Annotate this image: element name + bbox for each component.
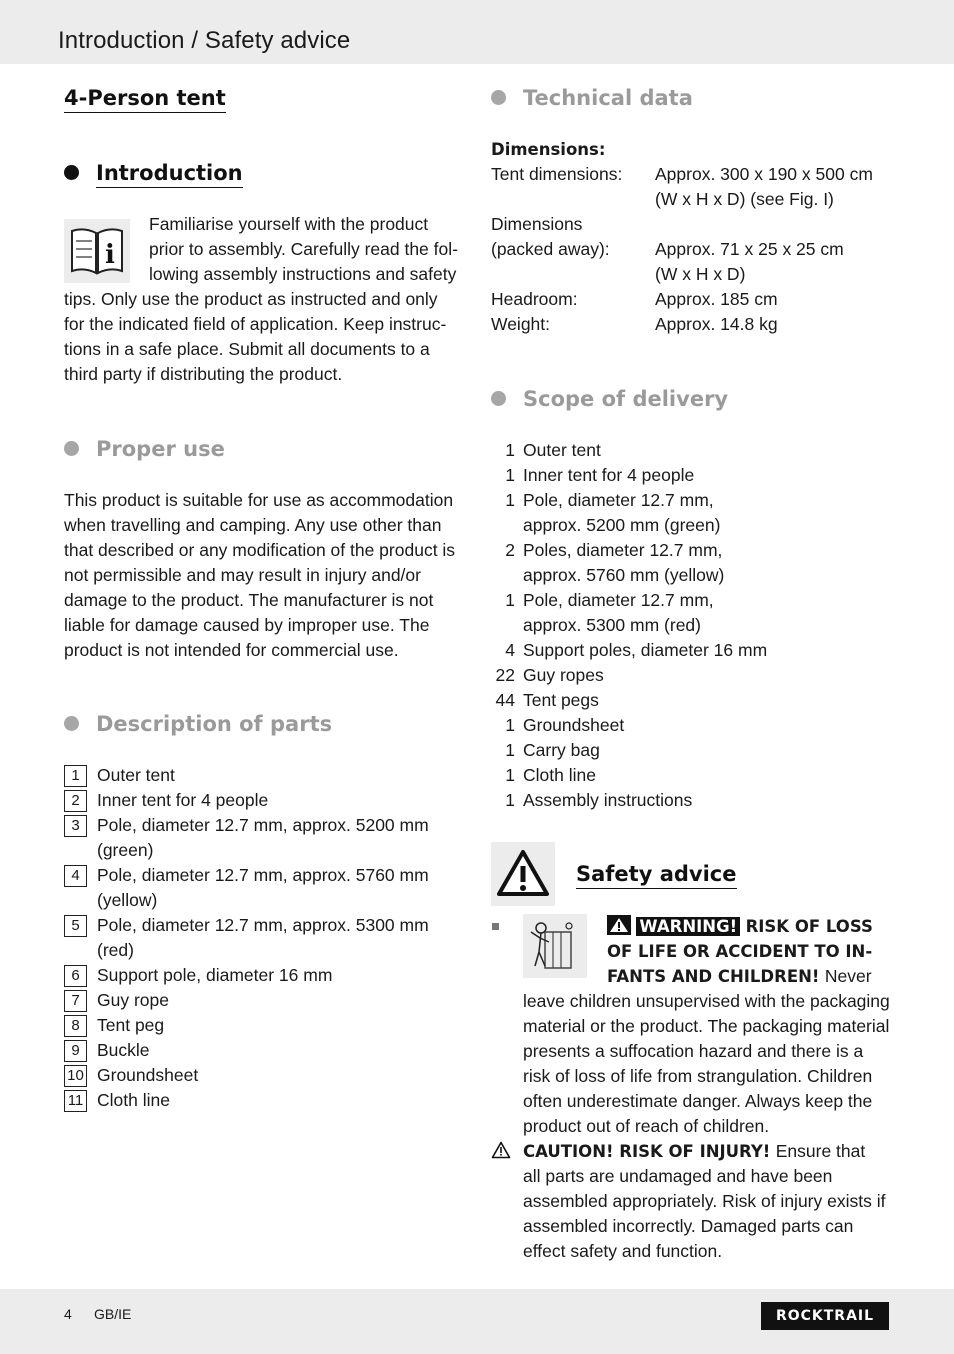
part-number: 4	[64, 865, 87, 887]
text-line: when travelling and camping. Any use other than	[64, 515, 442, 535]
part-number: 6	[64, 965, 87, 987]
text-line: material or the product. The packaging material	[523, 1016, 890, 1036]
spec-value: Approx. 185 cm	[655, 289, 778, 309]
section-bullet-icon	[491, 90, 506, 105]
part-label: Outer tent	[97, 765, 175, 785]
scope-quantity: 4	[505, 640, 515, 660]
scope-quantity: 1	[505, 490, 515, 510]
parts-heading: Description of parts	[96, 712, 333, 736]
text-line: assembled appropriately. Risk of injury exists if	[523, 1191, 886, 1211]
scope-quantity: 1	[505, 740, 515, 760]
spec-value: Approx. 14.8 kg	[655, 314, 778, 334]
scope-item-label: Outer tent	[523, 440, 601, 460]
section-bullet-icon	[64, 716, 79, 731]
brand-logo: ROCKTRAIL	[761, 1302, 889, 1330]
introduction-heading: Introduction	[96, 160, 243, 188]
scope-item-label: approx. 5760 mm (yellow)	[523, 565, 725, 585]
text-line: not permissible and may result in injury and/or	[64, 565, 421, 585]
part-number: 1	[64, 765, 87, 787]
scope-item-label: Pole, diameter 12.7 mm,	[523, 490, 714, 510]
section-bullet-icon	[64, 165, 79, 180]
scope-quantity: 1	[505, 590, 515, 610]
scope-item-label: approx. 5200 mm (green)	[523, 515, 721, 535]
scope-item-label: Inner tent for 4 people	[523, 465, 695, 485]
warning-bold-1: RISK OF LOSS	[745, 917, 873, 936]
part-number: 11	[64, 1090, 87, 1112]
scope-quantity: 1	[505, 765, 515, 785]
product-title: 4-Person tent	[64, 85, 226, 113]
warning-after-bold: Never	[824, 966, 872, 986]
scope-item-label: Guy ropes	[523, 665, 604, 685]
text-line: that described or any modification of the product is	[64, 540, 456, 560]
text-line: presents a suffocation hazard and there is a	[523, 1041, 864, 1061]
part-number: 10	[64, 1065, 87, 1087]
part-label: (red)	[97, 940, 134, 960]
spec-label: Tent dimensions:	[491, 164, 623, 184]
caution-triangle-icon	[491, 1141, 511, 1164]
caution-after-bold: Ensure that	[775, 1141, 866, 1161]
text-line: prior to assembly. Carefully read the fol-	[149, 239, 458, 259]
scope-item-label: Carry bag	[523, 740, 600, 760]
language-code: GB/IE	[94, 1306, 132, 1322]
part-number: 2	[64, 790, 87, 812]
text-line: for the indicated field of application. Keep instruc-	[64, 314, 447, 334]
scope-item-label: Pole, diameter 12.7 mm,	[523, 590, 714, 610]
spec-label: Dimensions	[491, 214, 583, 234]
spec-value: (W x H x D)	[655, 264, 746, 284]
scope-quantity: 1	[505, 715, 515, 735]
part-label: Tent peg	[97, 1015, 165, 1035]
text-line: assembled incorrectly. Damaged parts can	[523, 1216, 854, 1236]
caution-title-line	[523, 1139, 865, 1165]
spec-label: Weight:	[491, 314, 551, 334]
warning-bold-3: FANTS AND CHILDREN!	[607, 967, 820, 986]
child-hazard-icon	[523, 914, 587, 978]
text-line: leave children unsupervised with the packaging	[523, 991, 890, 1011]
section-bullet-icon	[491, 391, 506, 406]
part-number: 7	[64, 990, 87, 1012]
text-line: product out of reach of children.	[523, 1116, 770, 1136]
text-line: often underestimate danger. Always keep the	[523, 1091, 873, 1111]
scope-quantity: 22	[495, 665, 515, 685]
part-label: Pole, diameter 12.7 mm, approx. 5300 mm	[97, 915, 429, 935]
part-label: Pole, diameter 12.7 mm, approx. 5760 mm	[97, 865, 429, 885]
scope-quantity: 1	[505, 440, 515, 460]
warning-triangle-icon	[491, 842, 555, 906]
scope-quantity: 2	[505, 540, 515, 560]
part-number: 8	[64, 1015, 87, 1037]
list-bullet-icon	[492, 923, 499, 930]
info-book-icon	[64, 219, 130, 283]
scope-heading: Scope of delivery	[523, 387, 729, 411]
text-line: damage to the product. The manufacturer is not	[64, 590, 434, 610]
text-line: liable for damage caused by improper use. The	[64, 615, 430, 635]
part-label: Buckle	[97, 1040, 150, 1060]
part-label: Groundsheet	[97, 1065, 199, 1085]
spec-value: Approx. 300 x 190 x 500 cm	[655, 164, 873, 184]
spec-value: (W x H x D) (see Fig. I)	[655, 189, 834, 209]
part-label: (yellow)	[97, 890, 158, 910]
section-bullet-icon	[64, 441, 79, 456]
text-line: product is not intended for commercial use.	[64, 640, 399, 660]
text-line: all parts are undamaged and have been	[523, 1166, 833, 1186]
spec-label: (packed away):	[491, 239, 610, 259]
scope-item-label: approx. 5300 mm (red)	[523, 615, 701, 635]
text-line: tips. Only use the product as instructed and only	[64, 289, 438, 309]
part-label: Guy rope	[97, 990, 169, 1010]
scope-item-label: Cloth line	[523, 765, 596, 785]
warning-bold-2: OF LIFE OR ACCIDENT TO IN-	[607, 942, 873, 961]
part-label: Support pole, diameter 16 mm	[97, 965, 333, 985]
spec-value: Approx. 71 x 25 x 25 cm	[655, 239, 844, 259]
dimensions-label: Dimensions:	[491, 140, 606, 159]
text-line: Familiarise yourself with the product	[149, 214, 429, 234]
scope-item-label: Groundsheet	[523, 715, 625, 735]
technical-heading: Technical data	[523, 86, 693, 110]
part-label: Pole, diameter 12.7 mm, approx. 5200 mm	[97, 815, 429, 835]
proper-use-heading: Proper use	[96, 437, 225, 461]
part-label: Inner tent for 4 people	[97, 790, 269, 810]
part-number: 3	[64, 815, 87, 837]
text-line: tions in a safe place. Submit all documents to a	[64, 339, 430, 359]
text-line: third party if distributing the product.	[64, 364, 343, 384]
scope-quantity: 1	[505, 790, 515, 810]
text-line: risk of loss of life from strangulation. Children	[523, 1066, 873, 1086]
page-title: Introduction / Safety advice	[58, 27, 351, 54]
scope-quantity: 44	[495, 690, 515, 710]
caution-bold: CAUTION! RISK OF INJURY!	[523, 1142, 771, 1161]
text-line: This product is suitable for use as accommodation	[64, 490, 454, 510]
svg-text:i: i	[105, 240, 115, 270]
part-number: 9	[64, 1040, 87, 1062]
part-label: (green)	[97, 840, 154, 860]
text-line: lowing assembly instructions and safety	[149, 264, 457, 284]
scope-item-label: Support poles, diameter 16 mm	[523, 640, 768, 660]
scope-item-label: Assembly instructions	[523, 790, 693, 810]
scope-quantity: 1	[505, 465, 515, 485]
warning-title-line-3	[607, 964, 872, 990]
part-number: 5	[64, 915, 87, 937]
warning-tag: WARNING!	[636, 917, 740, 936]
scope-item-label: Tent pegs	[523, 690, 599, 710]
scope-item-label: Poles, diameter 12.7 mm,	[523, 540, 723, 560]
spec-label: Headroom:	[491, 289, 578, 309]
part-label: Cloth line	[97, 1090, 170, 1110]
page-number: 4	[64, 1306, 72, 1322]
safety-heading: Safety advice	[576, 861, 737, 889]
text-line: effect safety and function.	[523, 1241, 723, 1261]
